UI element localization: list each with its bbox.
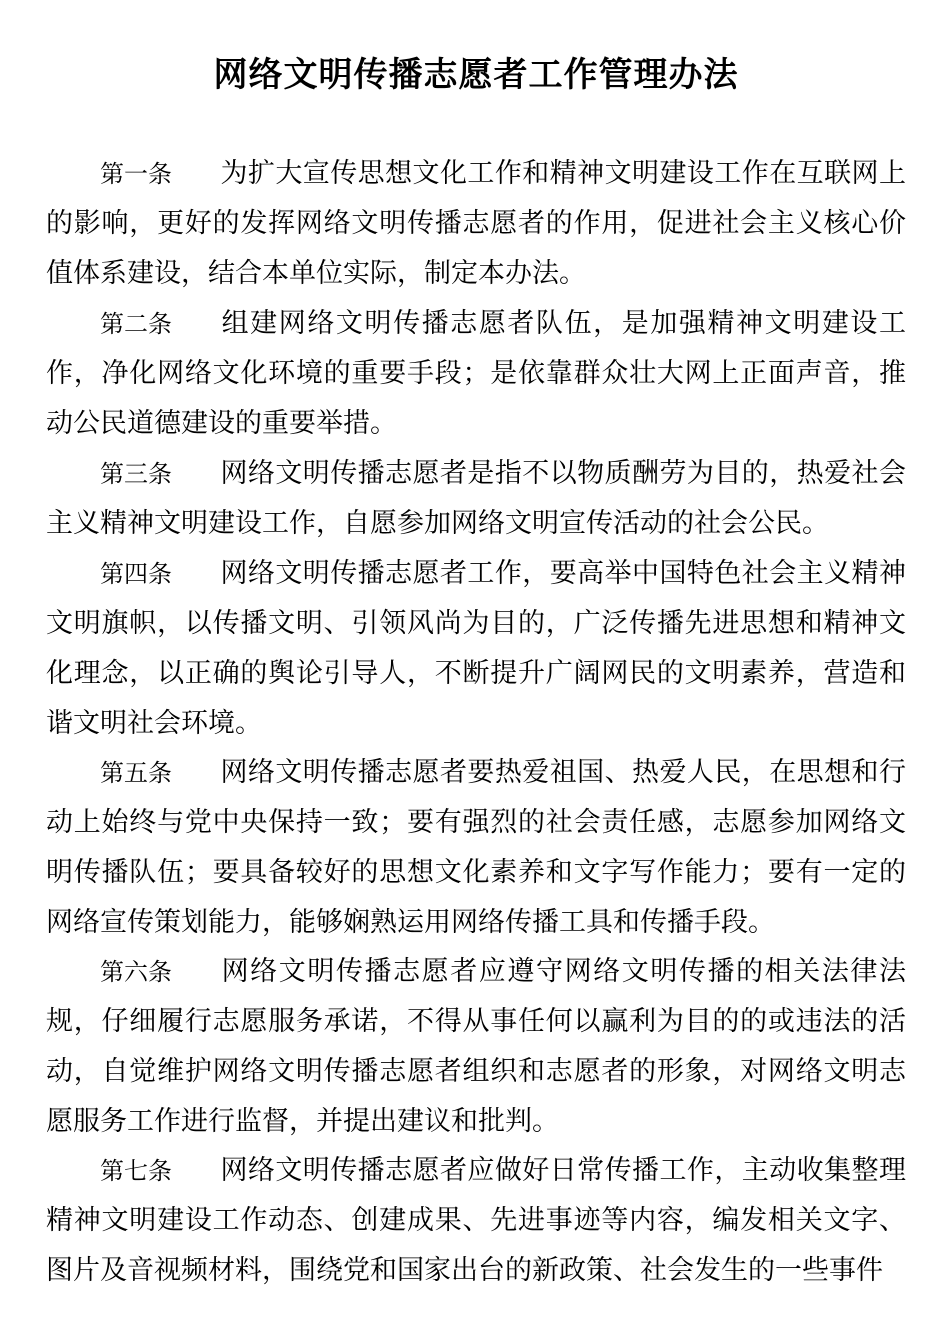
article-number: 第二条 <box>100 310 172 338</box>
article-text: 网络文明传播志愿者是指不以物质酬劳为目的，热爱社会主义精神文明建设工作，自愿参加网络文明宣传活动的社会公民。 <box>46 458 906 539</box>
article-text: 为扩大宣传思想文化工作和精神文明建设工作在互联网上的影响，更好的发挥网络文明传播志愿者的作用，促进社会主义核心价值体系建设，结合本单位实际，制定本办法。 <box>46 158 906 289</box>
article-text: 网络文明传播志愿者工作，要高举中国特色社会主义精神文明旗帜，以传播文明、引领风尚为目的，广泛传播先进思想和精神文化理念，以正确的舆论引导人，不断提升广阔网民的文明素养，营造和谐文明社会环境。 <box>46 558 906 739</box>
article-text: 网络文明传播志愿者应遵守网络文明传播的相关法律法规，仔细履行志愿服务承诺，不得从事任何以赢利为目的的或违法的活动，自觉维护网络文明传播志愿者组织和志愿者的形象，对网络文明志愿服务工作进行监督，并提出建议和批判。 <box>46 956 906 1137</box>
article-1 <box>46 149 906 299</box>
article-number: 第五条 <box>100 759 172 787</box>
article-number: 第四条 <box>100 560 172 588</box>
article-2 <box>46 299 906 449</box>
article-number: 第七条 <box>100 1157 172 1185</box>
article-text: 网络文明传播志愿者应做好日常传播工作，主动收集整理精神文明建设工作动态、创建成果、先进事迹等内容，编发相关文字、图片及音视频材料，围绕党和国家出台的新政策、社会发生的一些事件 <box>46 1155 906 1286</box>
article-6 <box>46 947 906 1147</box>
article-number: 第六条 <box>100 958 172 986</box>
article-7 <box>46 1146 906 1296</box>
article-text: 网络文明传播志愿者要热爱祖国、热爱人民，在思想和行动上始终与党中央保持一致；要有强烈的社会责任感，志愿参加网络文明传播队伍；要具备较好的思想文化素养和文字写作能力；要有一定的网络宣传策划能力，能够娴熟运用网络传播工具和传播手段。 <box>46 757 906 938</box>
article-number: 第三条 <box>100 460 172 488</box>
article-number: 第一条 <box>100 160 172 188</box>
article-5 <box>46 748 906 948</box>
document-page <box>46 0 906 1344</box>
article-4 <box>46 549 906 749</box>
article-3 <box>46 449 906 549</box>
document-title: 网络文明传播志愿者工作管理办法 <box>213 55 739 95</box>
article-text: 组建网络文明传播志愿者队伍，是加强精神文明建设工作，净化网络文化环境的重要手段；是依靠群众壮大网上正面声音，推动公民道德建设的重要举措。 <box>46 308 906 439</box>
